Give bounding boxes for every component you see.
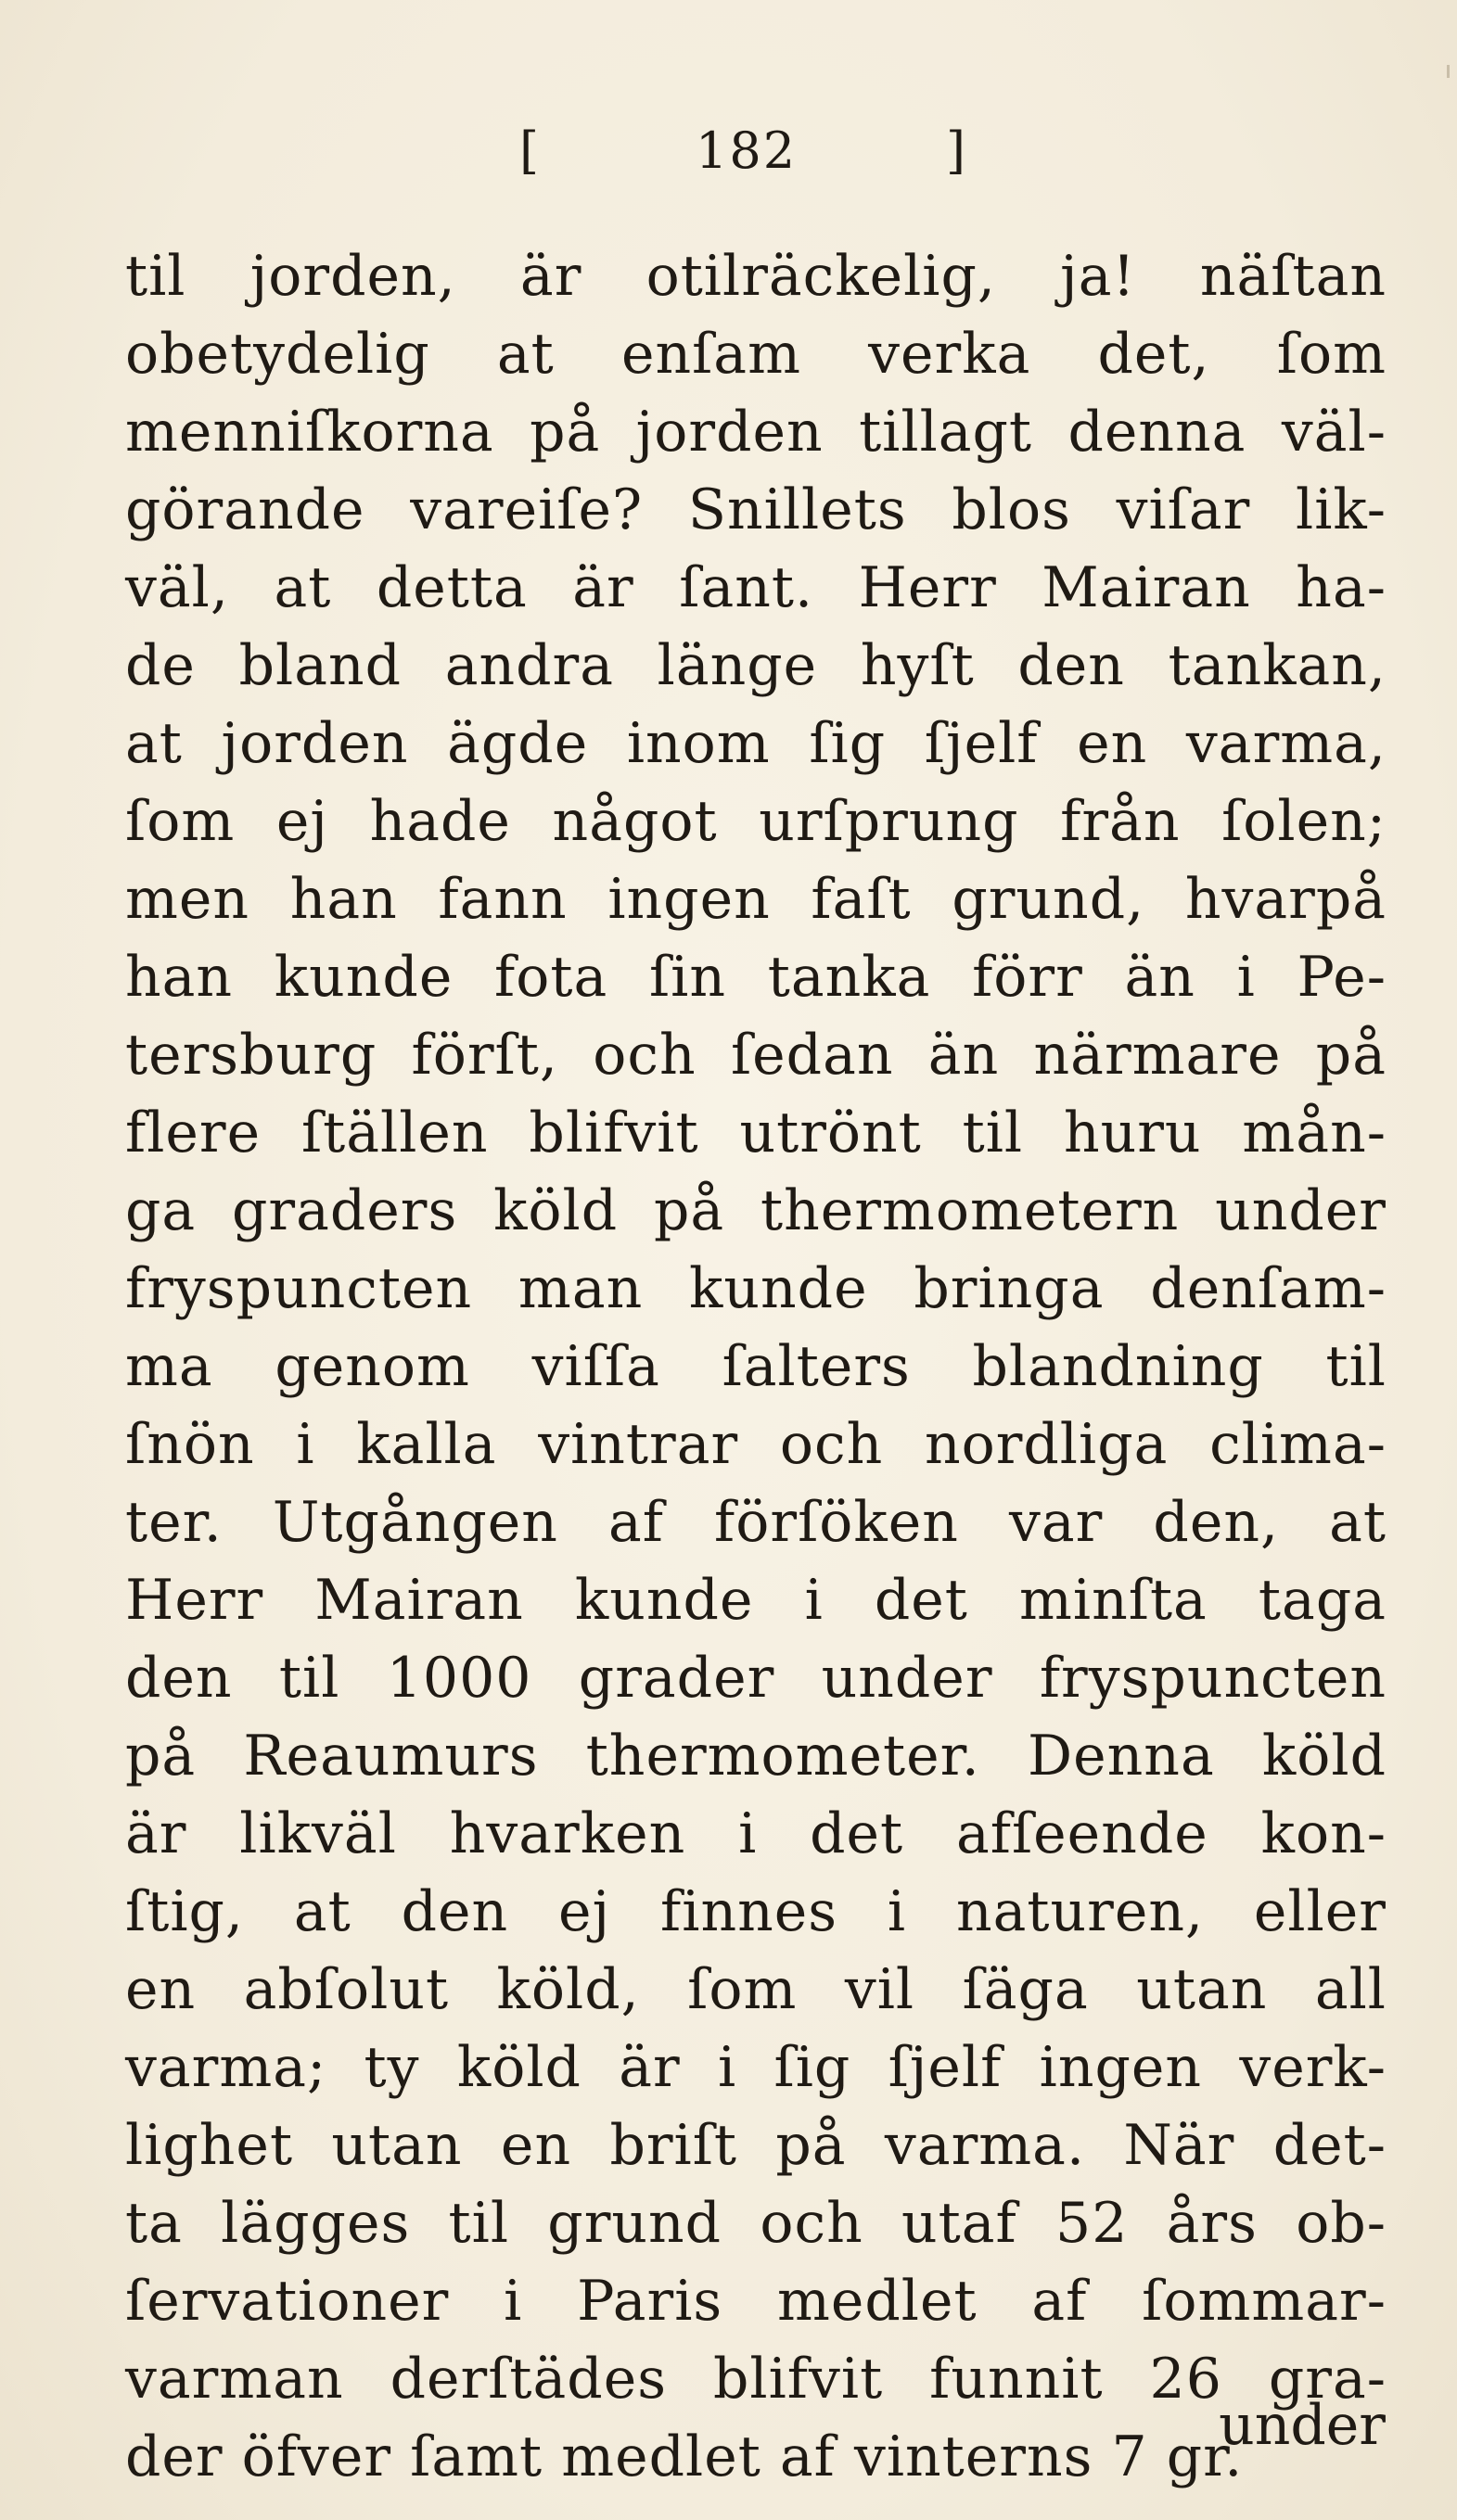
text-line: väl, at detta är ſant. Herr Mairan ha- [125, 555, 1387, 620]
text-line: görande vareiſe? Snillets blos viſar lik- [125, 477, 1387, 542]
catchword: under [1219, 2393, 1386, 2458]
text-line: at jorden ägde inom ſig ſjelf en varma, [125, 711, 1387, 776]
text-line: obetydelig at enſam verka det, ſom [125, 322, 1387, 387]
body-text [125, 237, 1387, 2496]
header-bracket-right: ] [946, 121, 966, 180]
text-line: varman derſtädes blifvit funnit 26 gra- [125, 2347, 1387, 2412]
text-line: han kunde fota ſin tanka förr än i Pe- [125, 945, 1387, 1010]
text-line: flere ſtällen blifvit utrönt til huru mån- [125, 1101, 1387, 1165]
text-line: fryspuncten man kunde bringa denſam- [125, 1256, 1387, 1321]
text-line: ſervationer i Paris medlet af ſommar- [125, 2269, 1387, 2334]
text-line: varma; ty köld är i ſig ſjelf ingen verk- [125, 2035, 1387, 2100]
header-bracket-left: [ [519, 121, 540, 180]
text-line: ſnön i kalla vintrar och nordliga clima- [125, 1412, 1387, 1477]
text-line: ma genom viſſa ſalters blandning til [125, 1334, 1387, 1399]
text-line: lighet utan en briſt på varma. När det- [125, 2113, 1387, 2178]
paper-speck [1447, 65, 1450, 78]
page-header [519, 119, 965, 184]
text-line: tersburg förſt, och ſedan än närmare på [125, 1023, 1387, 1088]
text-line: menniſkorna på jorden tillagt denna väl- [125, 400, 1387, 465]
text-line: ta lägges til grund och utaf 52 års ob- [125, 2191, 1387, 2256]
text-line: ter. Utgången af förſöken var den, at [125, 1490, 1387, 1555]
text-line: ſom ej hade något urſprung från ſolen; [125, 789, 1387, 854]
text-line: men han fann ingen faſt grund, hvarpå [125, 867, 1387, 932]
text-line: de bland andra länge hyſt den tankan, [125, 633, 1387, 698]
text-line: Herr Mairan kunde i det minſta taga [125, 1568, 1387, 1633]
text-line: den til 1000 grader under fryspuncten [125, 1646, 1387, 1711]
text-line: en abſolut köld, ſom vil ſäga utan all [125, 1957, 1387, 2022]
text-line: ſtig, at den ej finnes i naturen, eller [125, 1879, 1387, 1944]
text-line: der öfver ſamt medlet af vinterns 7 gr. [125, 2425, 1244, 2489]
page-number: 182 [696, 121, 798, 180]
text-line: är likväl hvarken i det afſeende kon- [125, 1801, 1387, 1866]
text-line: til jorden, är otilräckelig, ja! näſtan [125, 244, 1387, 309]
text-line: ga graders köld på thermometern under [125, 1178, 1387, 1243]
text-line: på Reaumurs thermometer. Denna köld [125, 1724, 1387, 1788]
